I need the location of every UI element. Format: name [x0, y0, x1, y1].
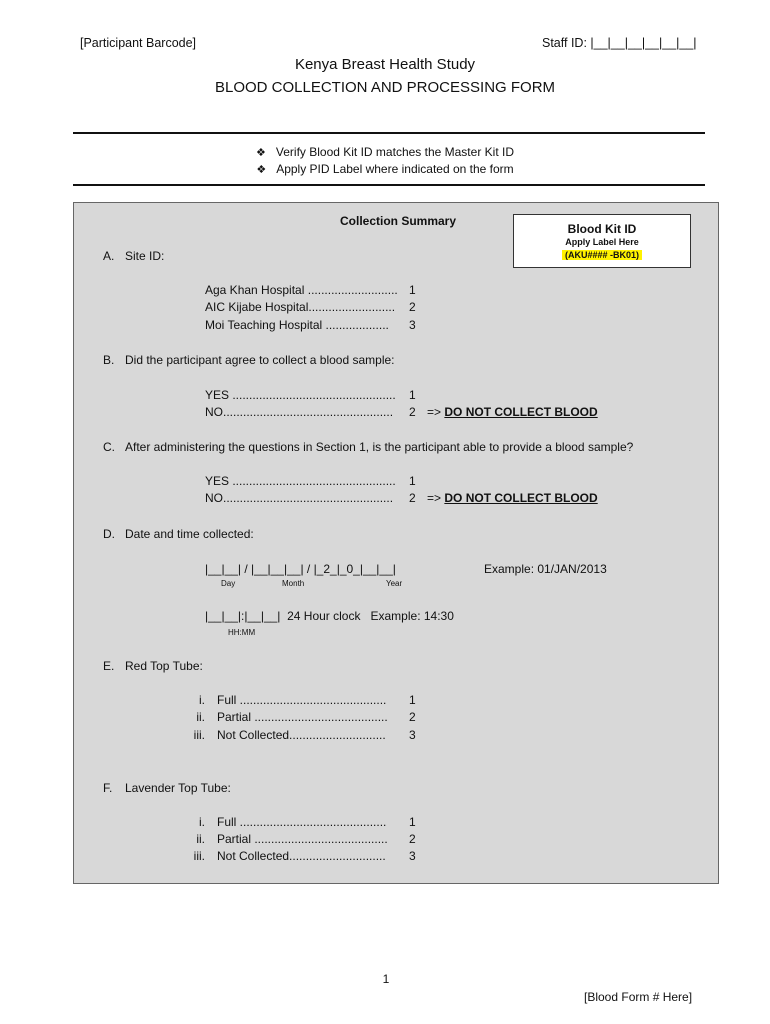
- study-title: Kenya Breast Health Study: [294, 56, 476, 73]
- bottom-divider: [73, 184, 705, 186]
- red-tube-partial-option[interactable]: ii. Partial ........................................ 2: [196, 710, 416, 724]
- site-option-1[interactable]: Aga Khan Hospital ........................... 1: [205, 283, 416, 297]
- day-label: Day: [221, 579, 236, 588]
- time-collected-field[interactable]: |__|__|:|__|__| 24 Hour clock Example: 14:30: [205, 609, 454, 623]
- site-option-2[interactable]: AIC Kijabe Hospital.......................... 2: [205, 300, 416, 314]
- lavender-tube-not-collected-option[interactable]: iii. Not Collected............................. 3: [193, 849, 416, 863]
- consent-yes-option[interactable]: YES ................................................. 1: [205, 388, 416, 402]
- instruction-2: ❖ Apply PID Label where indicated on the form: [256, 162, 514, 176]
- participant-barcode-label: [Participant Barcode]: [80, 36, 197, 50]
- form-number-label: [Blood Form # Here]: [584, 990, 693, 1004]
- top-divider: [73, 132, 705, 134]
- red-tube-full-option[interactable]: i. Full ............................................ 1: [199, 693, 416, 707]
- page-number: 1: [382, 972, 390, 986]
- kit-box-title: Blood Kit ID: [567, 222, 637, 236]
- do-not-collect-note: => DO NOT COLLECT BLOOD: [427, 491, 598, 505]
- kit-code-highlight: (AKU#### -BK01): [562, 250, 642, 260]
- site-option-3[interactable]: Moi Teaching Hospital ................... 3: [205, 318, 416, 332]
- do-not-collect-note: => DO NOT COLLECT BLOOD: [427, 405, 598, 419]
- form-title: BLOOD COLLECTION AND PROCESSING FORM: [214, 79, 556, 96]
- collection-summary-title: Collection Summary: [340, 214, 457, 228]
- month-label: Month: [282, 579, 305, 588]
- diamond-bullet-icon: ❖: [256, 147, 266, 159]
- time-format-label: HH:MM: [228, 628, 256, 637]
- consent-no-option[interactable]: NO................................................... 2 => DO NOT COLLECT BLOOD: [205, 405, 598, 419]
- question-f: F. Lavender Top Tube:: [103, 781, 231, 795]
- kit-box-subtitle: Apply Label Here: [565, 237, 639, 247]
- question-b: B. Did the participant agree to collect a blood sample:: [103, 353, 395, 367]
- able-yes-option[interactable]: YES ................................................. 1: [205, 474, 416, 488]
- year-label: Year: [386, 579, 403, 588]
- date-example: Example: 01/JAN/2013: [484, 562, 607, 576]
- instruction-1: ❖ Verify Blood Kit ID matches the Master Kit ID: [256, 145, 514, 159]
- question-a: A. Site ID:: [103, 249, 165, 263]
- blood-kit-id-label-box[interactable]: [513, 214, 691, 268]
- able-no-option[interactable]: NO................................................... 2 => DO NOT COLLECT BLOOD: [205, 491, 598, 505]
- staff-id-field[interactable]: Staff ID: |__|__|__|__|__|__|: [542, 36, 697, 50]
- question-d: D. Date and time collected:: [103, 527, 254, 541]
- date-collected-field[interactable]: |__|__| / |__|__|__| / |_2_|_0_|__|__|: [205, 562, 396, 576]
- red-tube-not-collected-option[interactable]: iii. Not Collected............................. 3: [193, 728, 416, 742]
- lavender-tube-partial-option[interactable]: ii. Partial ........................................ 2: [196, 832, 416, 846]
- question-e: E. Red Top Tube:: [103, 659, 203, 673]
- question-c: C. After administering the questions in Section 1, is the participant able to provide a blood sample?: [103, 440, 634, 454]
- lavender-tube-full-option[interactable]: i. Full ............................................ 1: [199, 815, 416, 829]
- diamond-bullet-icon: ❖: [256, 164, 267, 176]
